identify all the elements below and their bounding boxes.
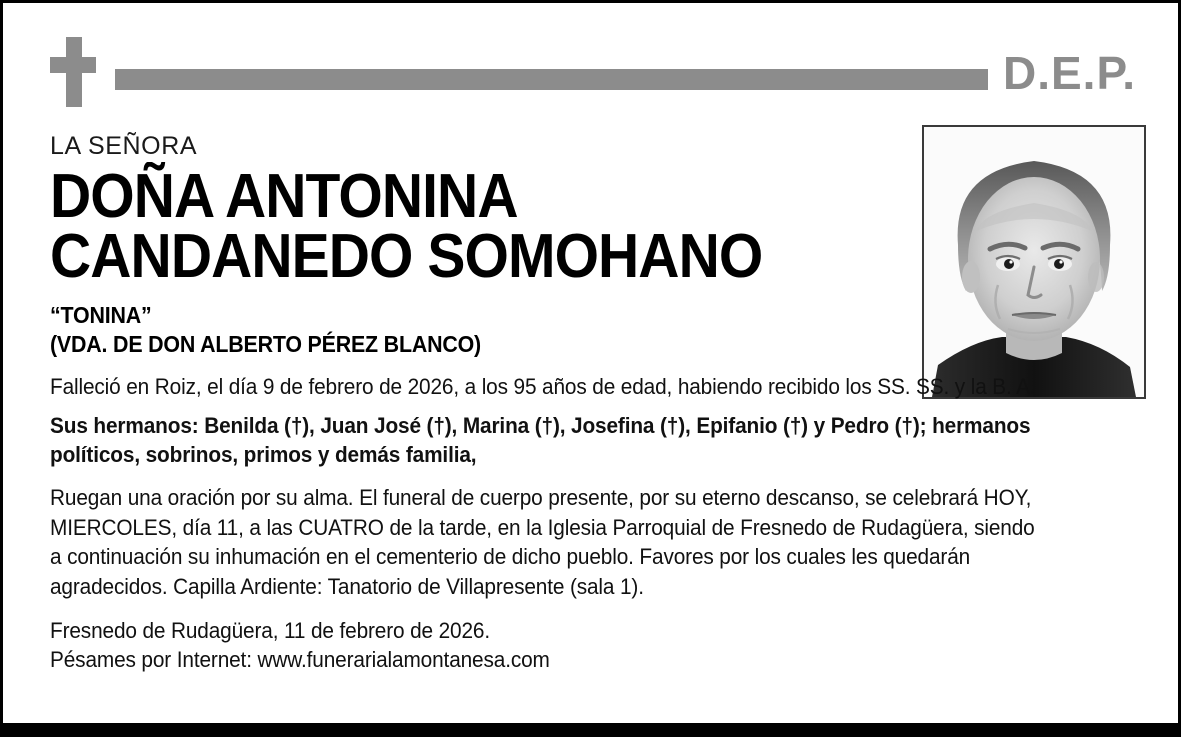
cross-horizontal-bar — [50, 57, 96, 73]
footer-line-place-date: Fresnedo de Rudagüera, 11 de febrero de 2026. — [50, 617, 491, 643]
honorific-line: LA SEÑORA — [50, 132, 198, 160]
deceased-nickname: “TONINA” — [50, 302, 152, 328]
death-notice-block — [50, 372, 1140, 402]
family-block — [50, 411, 1140, 470]
bottom-border-rule — [3, 723, 1181, 737]
family-line: políticos, sobrinos, primos y demás familia, — [50, 442, 477, 468]
family-line: Sus hermanos: Benilda (†), Juan José (†), Marina (†), Josefina (†), Epifanio (†) y Pedro (†); hermanos — [50, 412, 1031, 438]
footer-block — [50, 616, 1140, 675]
deceased-name-line-2: CANDANEDO SOMOHANO — [50, 222, 763, 292]
service-line: a continuación su inhumación en el cementerio de dicho pueblo. Favores por los cuales les quedarán — [50, 544, 971, 570]
latin-cross-icon — [50, 37, 96, 107]
header-rule — [115, 69, 988, 90]
notice-content — [50, 133, 1140, 675]
service-block — [50, 483, 1140, 602]
death-notice-line: Falleció en Roiz, el día 9 de febrero de 2026, a los 95 años de edad, habiendo recibido los SS. SS. y la B. A. — [50, 373, 1036, 399]
footer-line-condolences-url: Pésames por Internet: www.funerarialamontanesa.com — [50, 647, 550, 673]
service-line: Ruegan una oración por su alma. El funeral de cuerpo presente, por su eterno descanso, se celebrará HOY, — [50, 484, 1032, 510]
service-line: agradecidos. Capilla Ardiente: Tanatorio de Villapresente (sala 1). — [50, 574, 644, 599]
dep-label: D.E.P. — [1003, 47, 1136, 99]
deceased-name-line-1: DOÑA ANTONINA — [50, 161, 518, 231]
service-line: MIERCOLES, día 11, a las CUATRO de la tarde, en la Iglesia Parroquial de Fresnedo de Rudagüera, siendo — [50, 514, 1035, 540]
header-band — [3, 25, 1181, 97]
deceased-name — [50, 161, 1053, 292]
deceased-widow-of: (VDA. DE DON ALBERTO PÉREZ BLANCO) — [50, 331, 481, 358]
